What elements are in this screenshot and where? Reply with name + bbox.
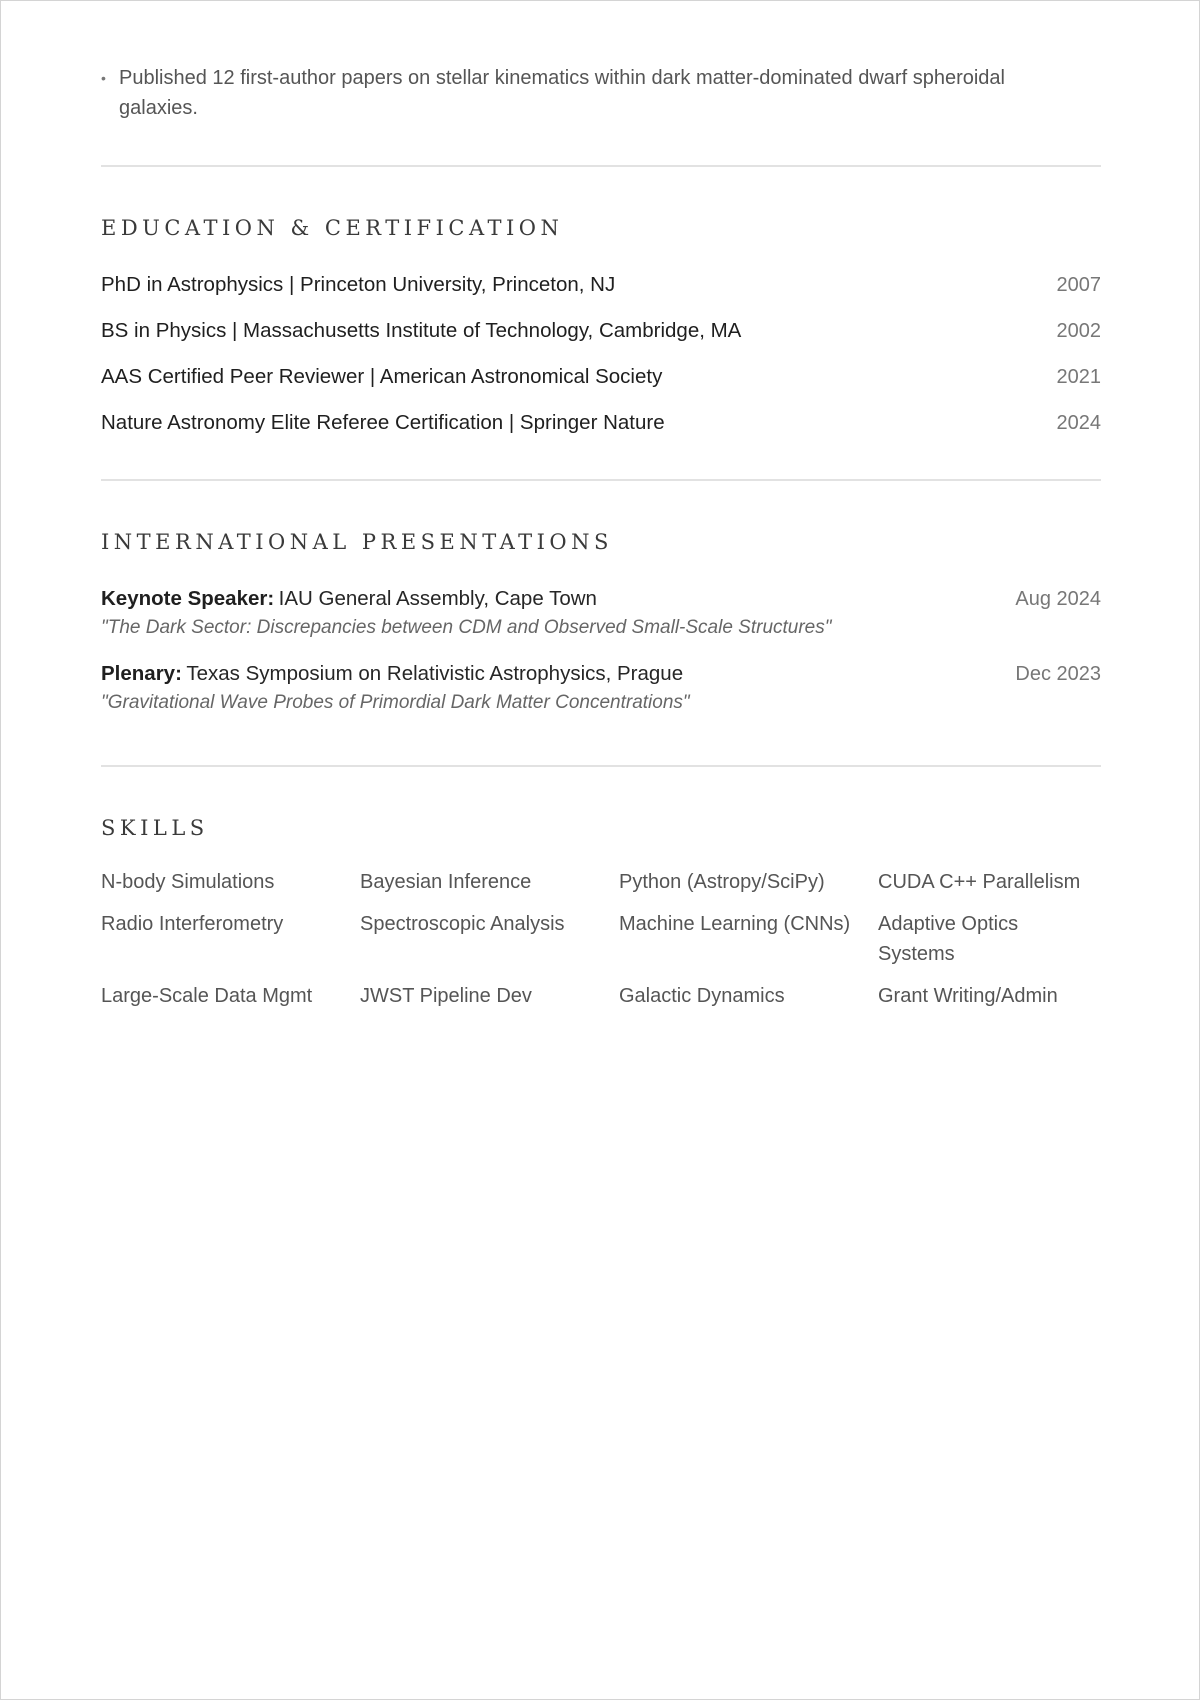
presentation-header xyxy=(101,587,1101,611)
education-item-text: Nature Astronomy Elite Referee Certification | Springer Nature xyxy=(101,411,665,434)
presentation-item xyxy=(101,587,1101,639)
education-section-title: EDUCATION & CERTIFICATION xyxy=(101,216,564,240)
skill-item: Grant Writing/Admin xyxy=(878,985,1058,1007)
skill-item: CUDA C++ Parallelism xyxy=(878,871,1081,893)
skill-item: JWST Pipeline Dev xyxy=(360,985,532,1007)
education-item-year: 2002 xyxy=(1056,320,1101,342)
education-item-text: AAS Certified Peer Reviewer | American Astronomical Society xyxy=(101,365,663,388)
skill-item: Python (Astropy/SciPy) xyxy=(619,871,825,893)
education-item xyxy=(101,365,1101,389)
section-divider xyxy=(101,165,1101,167)
presentation-talk-title: "The Dark Sector: Discrepancies between CDM and Observed Small-Scale Structures" xyxy=(101,617,832,638)
experience-bullet-text: Published 12 first-author papers on stellar kinematics within dark matter-dominated dwarf spheroidal galaxies. xyxy=(119,67,1005,119)
education-item-year: 2024 xyxy=(1056,412,1101,434)
education-item-year: 2021 xyxy=(1056,366,1101,388)
education-item xyxy=(101,319,1101,343)
presentation-header xyxy=(101,662,1101,686)
skill-item: Machine Learning (CNNs) xyxy=(619,913,851,935)
section-divider xyxy=(101,765,1101,767)
skill-item: Radio Interferometry xyxy=(101,913,284,935)
presentation-date: Aug 2024 xyxy=(1015,588,1101,610)
presentation-event: Texas Symposium on Relativistic Astrophysics, Prague xyxy=(186,662,684,685)
section-divider xyxy=(101,479,1101,481)
presentation-date: Dec 2023 xyxy=(1015,663,1101,685)
education-item xyxy=(101,411,1101,435)
skill-item: Galactic Dynamics xyxy=(619,985,785,1007)
education-item xyxy=(101,273,1101,297)
presentations-section-title: INTERNATIONAL PRESENTATIONS xyxy=(101,530,613,554)
presentation-heading xyxy=(101,587,597,611)
education-item-year: 2007 xyxy=(1056,274,1101,296)
education-item-text: BS in Physics | Massachusetts Institute of Technology, Cambridge, MA xyxy=(101,319,742,342)
education-item-text: PhD in Astrophysics | Princeton University, Princeton, NJ xyxy=(101,273,616,296)
presentation-role: Keynote Speaker: xyxy=(101,587,275,610)
skill-item: Large-Scale Data Mgmt xyxy=(101,985,313,1007)
presentation-heading xyxy=(101,662,683,686)
presentation-talk-title: "Gravitational Wave Probes of Primordial Dark Matter Concentrations" xyxy=(101,692,690,713)
skills-grid xyxy=(101,867,1101,1011)
skill-item: Bayesian Inference xyxy=(360,871,532,893)
presentation-role: Plenary: xyxy=(101,662,182,685)
skill-item: Adaptive Optics Systems xyxy=(878,913,1019,965)
skill-item: Spectroscopic Analysis xyxy=(360,913,565,935)
presentation-item xyxy=(101,662,1101,714)
bullet-icon: • xyxy=(101,70,106,86)
presentation-event: IAU General Assembly, Cape Town xyxy=(278,587,597,610)
skills-section-title: SKILLS xyxy=(101,816,209,840)
experience-bullet xyxy=(101,63,1061,123)
skill-item: N-body Simulations xyxy=(101,871,275,893)
